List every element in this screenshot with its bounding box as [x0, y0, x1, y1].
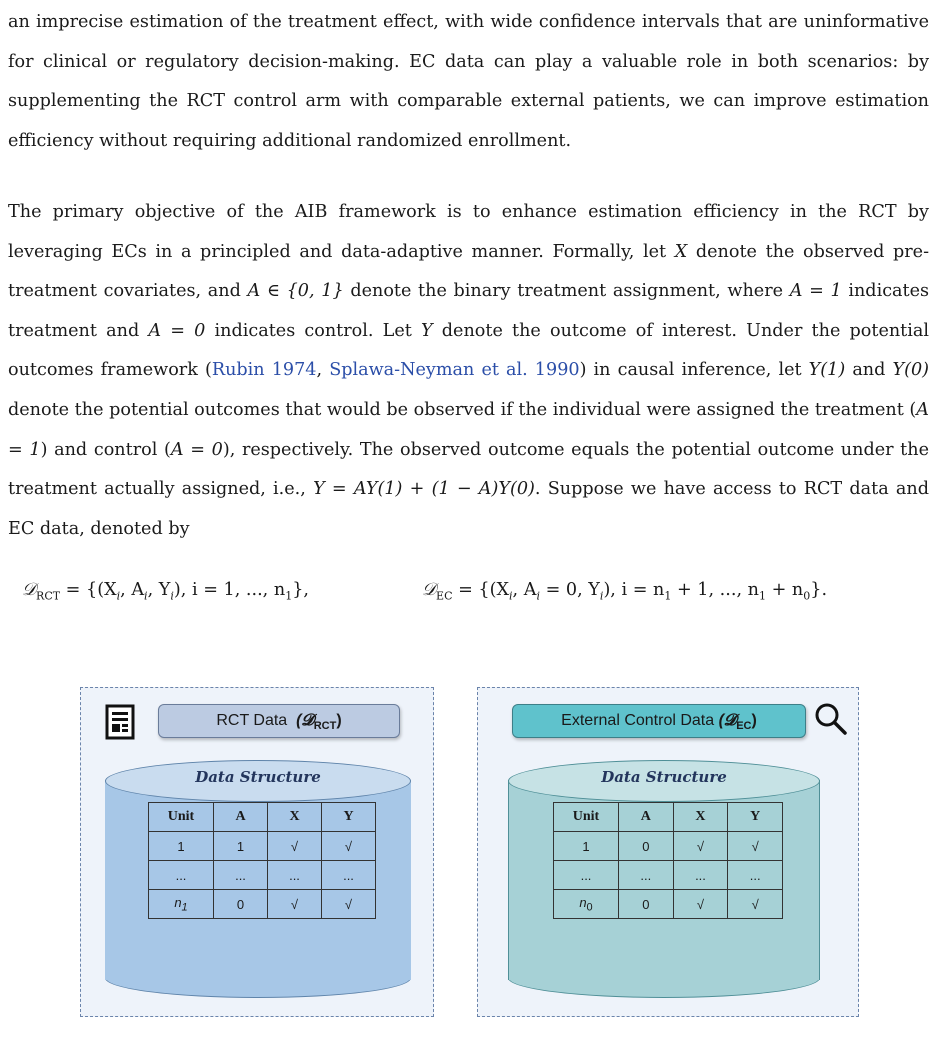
cell [554, 890, 619, 919]
table-row [149, 861, 376, 890]
rct-cylinder [105, 760, 411, 998]
header-a: A [214, 803, 268, 832]
cell: 0 [619, 890, 674, 919]
eq-symbol: 𝒟 [22, 580, 37, 600]
header-y: Y [728, 803, 783, 832]
eq-text: }. [810, 580, 828, 600]
eq-text: = {(X [452, 580, 510, 600]
eq-text: , A [512, 580, 537, 600]
ec-data-symbol-sub: EC [736, 720, 752, 733]
cell: ... [322, 861, 376, 890]
math-a1: A = 1 [789, 281, 842, 302]
p2-text: denote the potential outcomes that would be observed [8, 399, 495, 420]
rct-data-symbol: (𝓓 [296, 712, 314, 729]
p2-text: where [727, 281, 784, 302]
math-a0: A = 0 [148, 320, 206, 341]
p2-text: interest. Under the potential outcomes framework ( [8, 320, 930, 381]
cell: ... [728, 861, 783, 890]
p2-text: ) [579, 360, 587, 381]
citation-rubin[interactable]: Rubin 1974 [211, 360, 317, 381]
p1-line-2: uninformative for clinical or regulatory decision-making. EC data can play a valuable role in [8, 12, 929, 72]
math-y1: Y(1) [808, 360, 846, 381]
eq-sub: i [144, 589, 148, 603]
math-y0: Y(0) [892, 360, 930, 381]
p2-text: ), respectively. The [222, 439, 394, 460]
eq-sub: i [116, 589, 121, 603]
table-row [554, 861, 783, 890]
cell: √ [673, 890, 728, 919]
table-row [149, 890, 376, 919]
cell: ... [214, 861, 268, 890]
cell: √ [673, 832, 728, 861]
eq-text: + n [765, 580, 804, 600]
document-icon [105, 704, 137, 740]
rct-data-symbol-close: ) [336, 712, 342, 729]
math-x: X [674, 241, 688, 262]
math-y: Y [420, 320, 433, 341]
eq-text: , A [120, 580, 145, 600]
header-unit: Unit [149, 803, 214, 832]
cell: √ [728, 832, 783, 861]
p1-line-4: we can improve estimation efficiency without requiring additional randomized enrollment. [8, 91, 929, 151]
eq-sub: EC [436, 589, 453, 603]
cell: ... [149, 861, 214, 890]
cell: √ [322, 890, 376, 919]
citation-splawa-neyman[interactable]: Splawa-Neyman et al. 1990 [329, 360, 580, 381]
header-y: Y [322, 803, 376, 832]
ec-data-table [553, 802, 783, 919]
eq-sub: 1 [758, 589, 766, 603]
eq-text: = 0, Y [539, 580, 600, 600]
cell: ... [554, 861, 619, 890]
eq-symbol: 𝒟 [422, 580, 437, 600]
eq-sub: i [170, 589, 174, 603]
ec-cylinder [508, 760, 820, 998]
p2-text: ) and control ( [40, 439, 171, 460]
magnifier-icon [814, 702, 848, 736]
p2-text: denote the [695, 241, 795, 262]
table-header-row [149, 803, 376, 832]
cell: 1 [554, 832, 619, 861]
rct-data-title-box [158, 704, 400, 738]
ec-data-symbol-close: ) [751, 712, 757, 729]
ec-data-structure-title: Data Structure [601, 768, 727, 786]
p2-text: denote the outcome of [441, 320, 653, 341]
cell: 1 [214, 832, 268, 861]
cell: √ [728, 890, 783, 919]
p2-text: indicates control. Let [214, 320, 412, 341]
eq-text: }, [292, 580, 309, 600]
p1-line-3: both scenarios: by supplementing the RCT control arm with comparable external patients, [8, 51, 930, 112]
cell: 0 [214, 890, 268, 919]
p1-line-1: an imprecise estimation of the treatment effect, with wide confidence intervals that are [8, 12, 798, 32]
eq-text: ), i = 1, ..., n [173, 580, 286, 600]
eq-text: = {(X [60, 580, 117, 600]
header-unit: Unit [554, 803, 619, 832]
eq-sub: 0 [803, 589, 811, 603]
p2-text: The primary objective of the AIB framework is to enhance estimation efficiency in the RCT [8, 202, 897, 222]
eq-text: , Y [147, 580, 171, 600]
eq-sub: RCT [36, 589, 61, 603]
ec-data-symbol: (𝓓 [718, 712, 737, 729]
cell: ... [673, 861, 728, 890]
cell: √ [268, 890, 322, 919]
p2-text: observed pre-treatment covariates, and [8, 241, 930, 302]
header-x: X [673, 803, 728, 832]
cell [149, 890, 214, 919]
cell: √ [322, 832, 376, 861]
rct-data-symbol-sub: RCT [313, 720, 337, 733]
header-x: X [268, 803, 322, 832]
cell: 1 [149, 832, 214, 861]
math-y-equation: Y = AY(1) + (1 − A)Y(0) [313, 479, 535, 500]
table-header-row [554, 803, 783, 832]
paragraph-1 [8, 3, 929, 161]
eq-sub: i [536, 589, 540, 603]
table-row [554, 832, 783, 861]
cell: ... [619, 861, 674, 890]
external-control-title-box [512, 704, 806, 738]
header-a: A [619, 803, 674, 832]
rct-data-title: RCT Data [216, 712, 288, 729]
p2-text: indicates treatment and [8, 281, 930, 341]
external-control-panel [477, 687, 859, 1017]
cell-n: n [174, 894, 182, 910]
rct-data-structure-title: Data Structure [195, 768, 321, 786]
p2-text: and [852, 360, 886, 381]
external-control-title: External Control Data [561, 712, 715, 729]
cell-n: n [579, 894, 587, 910]
rct-data-panel [80, 687, 434, 1017]
eq-sub: 1 [285, 589, 293, 603]
p2-text: . Suppose we have access to RCT data and EC data, denoted by [8, 479, 929, 539]
cell: 0 [619, 832, 674, 861]
p2-text: denote the binary treatment assignment, [350, 281, 721, 302]
math-a0: A = 0 [170, 439, 223, 460]
cell: ... [268, 861, 322, 890]
paragraph-2 [8, 193, 929, 549]
math-a-binary: A ∈ {0, 1} [247, 281, 344, 302]
eq-sub: i [599, 589, 604, 603]
p2-text: , [316, 360, 330, 381]
equation-ec [422, 575, 827, 612]
p2-text: in causal inference, let [593, 360, 802, 381]
eq-sub: 1 [664, 589, 672, 603]
cell-n-sub: 1 [181, 901, 188, 914]
eq-text: ), i = n [603, 580, 665, 600]
table-row [149, 832, 376, 861]
cell-n-sub: 0 [586, 901, 593, 914]
eq-text: + 1, ..., n [671, 580, 759, 600]
math-a1: A = 1 [8, 399, 929, 460]
table-row [554, 890, 783, 919]
p2-text: by leveraging ECs in a principled and data-adaptive manner. Formally, let [8, 202, 929, 262]
cell: √ [268, 832, 322, 861]
equation-rct [22, 575, 309, 612]
eq-sub: i [509, 589, 513, 603]
p2-text: observed outcome equals the potential outcome under the treatment actually assigned, i.e., [8, 439, 929, 500]
p2-text: if the individual were assigned the treatment ( [500, 399, 917, 420]
rct-data-table [148, 802, 376, 919]
